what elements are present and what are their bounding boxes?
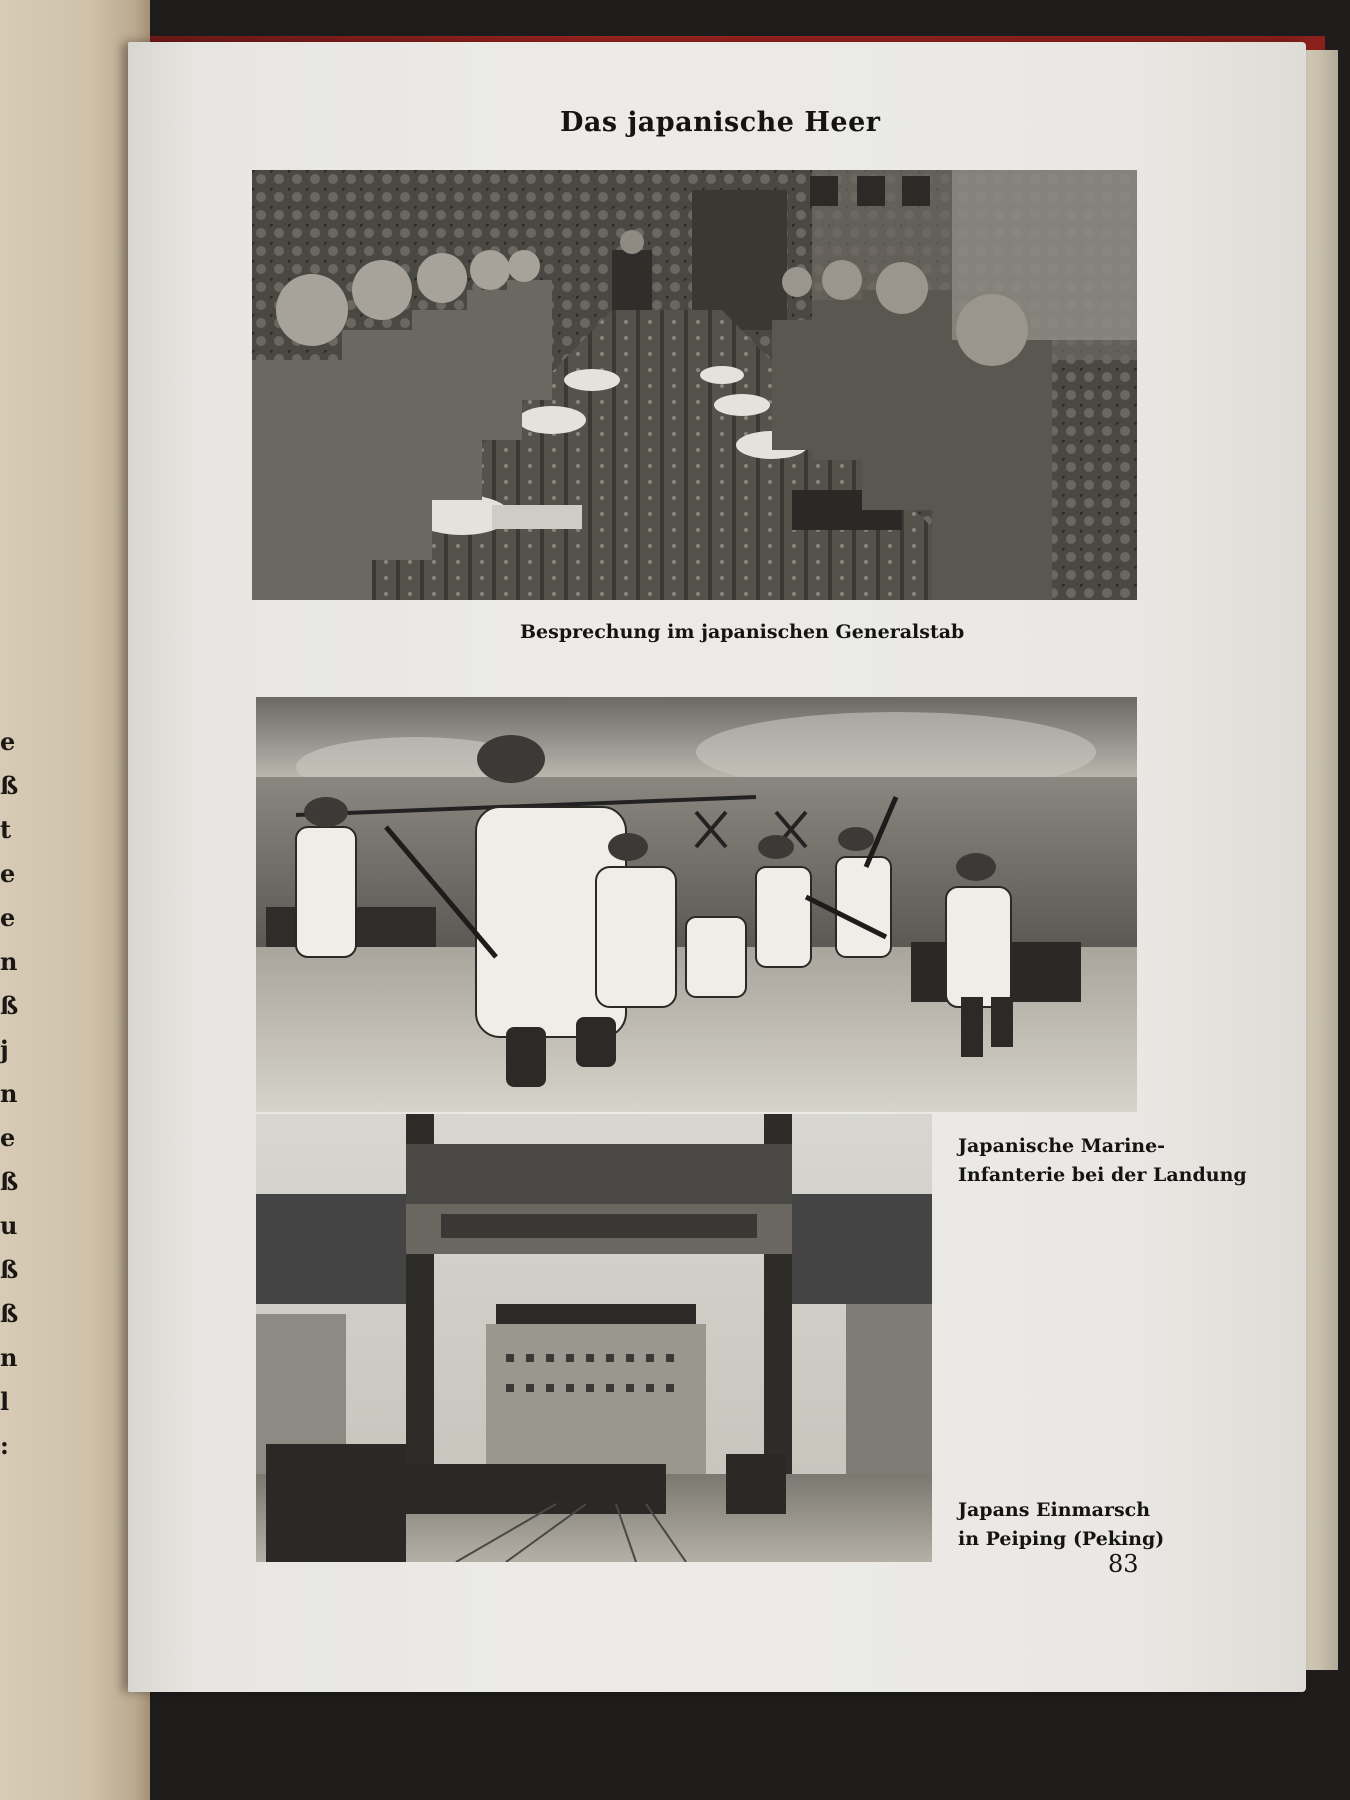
caption-line: Infanterie bei der Landung	[958, 1164, 1247, 1186]
photo-general-staff-meeting	[252, 170, 1137, 600]
caption-general-staff-meeting	[520, 618, 964, 647]
landing-photo-illustration	[256, 697, 1137, 1112]
left-page-text-fragments	[0, 720, 20, 1468]
photo-entry-into-peiping	[256, 1114, 932, 1562]
page-title: Das japanische Heer	[560, 107, 881, 138]
caption-line: in Peiping (Peking)	[958, 1528, 1165, 1550]
left-page-fragment: ß	[0, 1255, 19, 1284]
photo-marine-infantry-landing	[256, 697, 1137, 1112]
peiping-photo-illustration	[256, 1114, 932, 1562]
caption-line: Japans Einmarsch	[958, 1499, 1151, 1521]
left-page-fragment: ß	[0, 1167, 19, 1196]
caption-marine-infantry-landing	[958, 1132, 1247, 1190]
left-page-fragment: t	[0, 815, 12, 844]
meeting-photo-illustration	[252, 170, 1137, 600]
left-page-fragment: n	[0, 1079, 18, 1108]
caption-line: Besprechung im japanischen Generalstab	[520, 621, 965, 643]
left-page-fragment: e	[0, 903, 16, 932]
left-page-fragment: ß	[0, 991, 19, 1020]
left-page-fragment: e	[0, 859, 16, 888]
left-page-fragment: e	[0, 1123, 16, 1152]
left-page-fragment: :	[0, 1431, 9, 1460]
left-page-fragment: ß	[0, 1299, 19, 1328]
page-number: 83	[1108, 1550, 1139, 1578]
left-page-fragment: ß	[0, 771, 19, 800]
caption-entry-into-peiping	[958, 1496, 1164, 1554]
left-page-fragment: l	[0, 1387, 10, 1416]
caption-line: Japanische Marine-	[958, 1135, 1166, 1157]
left-page-fragment: n	[0, 947, 18, 976]
left-page-fragment: j	[0, 1035, 9, 1064]
left-page-fragment: n	[0, 1343, 18, 1372]
left-page-fragment: e	[0, 727, 16, 756]
left-page-fragment: u	[0, 1211, 18, 1240]
